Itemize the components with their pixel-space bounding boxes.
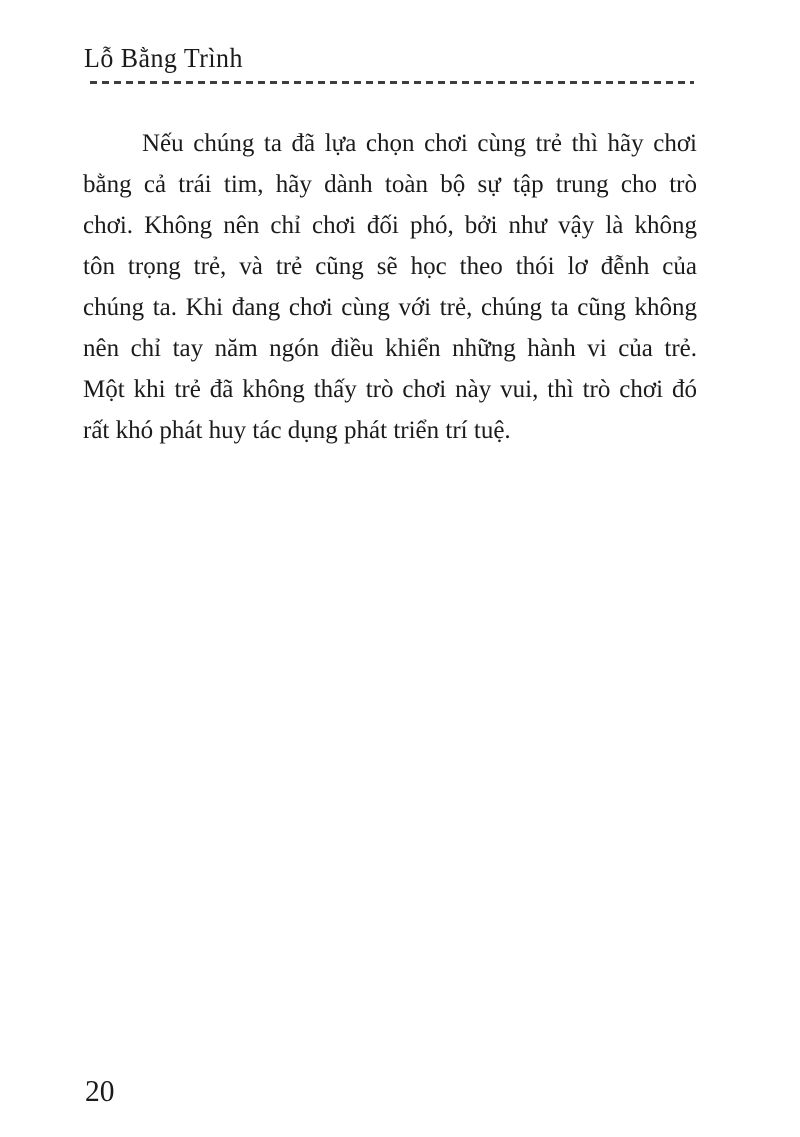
page-number: 20 bbox=[85, 1073, 115, 1108]
paragraph-line: bằng cả trái tim, hãy dành toàn bộ sự tập trung cho trò bbox=[83, 171, 697, 198]
paragraph-line: Một khi trẻ đã không thấy trò chơi này vui, thì trò chơi đó bbox=[83, 376, 697, 403]
paragraph-line: tôn trọng trẻ, và trẻ cũng sẽ học theo thói lơ đễnh của bbox=[83, 253, 697, 280]
header-dashed-rule bbox=[90, 81, 694, 84]
paragraph-line: chơi. Không nên chỉ chơi đối phó, bởi như vậy là không bbox=[83, 212, 697, 239]
paragraph-line: chúng ta. Khi đang chơi cùng với trẻ, chúng ta cũng không bbox=[83, 294, 697, 321]
paragraph-line: nên chỉ tay năm ngón điều khiển những hành vi của trẻ. bbox=[83, 335, 697, 362]
paragraph bbox=[83, 123, 697, 451]
author-name: Lỗ Bằng Trình bbox=[84, 43, 243, 73]
paragraph-line: rất khó phát huy tác dụng phát triển trí tuệ. bbox=[83, 417, 511, 444]
running-header bbox=[84, 42, 696, 74]
paragraph-line: Nếu chúng ta đã lựa chọn chơi cùng trẻ thì hãy chơi bbox=[142, 130, 697, 157]
